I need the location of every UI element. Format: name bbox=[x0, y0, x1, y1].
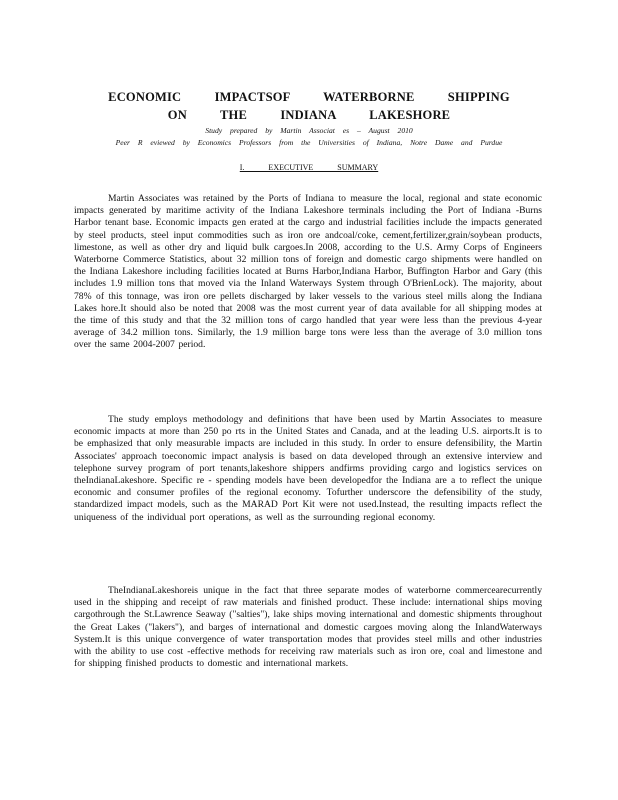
section-heading: I. EXECUTIVE SUMMARY bbox=[239, 163, 379, 172]
peer-review-line: Peer R eviewed by Economics Professors from the Universities of Indiana, Notre Dame and Purdue bbox=[115, 138, 503, 147]
body-paragraph-3: TheIndianaLakeshoreis unique in the fact that three separate modes of waterborne commercearecurrently used in the shipping and receipt of raw materials and finished product. These include: international ships moving cargothrough the St.Lawrence Seaway ("salties"), lake ships moving international and domestic shipments throughout the Great Lakes ("lakers"), and barges of international and domestic cargoes moving along the InlandWaterways System.It is this unique convergence of water transportation modes that provides steel mills and other industries with the ability to use cost -effective methods for receiving raw materials such as iron ore, coal and limestone and for shipping finished products to domestic and international markets. bbox=[74, 585, 542, 670]
study-credit-line: Study prepared by Martin Associat es – August 2010 bbox=[205, 126, 413, 135]
document-title-line-1: ECONOMIC IMPACTSOF WATERBORNE SHIPPING bbox=[108, 90, 510, 104]
body-paragraph-1: Martin Associates was retained by the Ports of Indiana to measure the local, regional and state economic impacts generated by maritime activity of the Indiana Lakeshore terminals including the Port of Indiana -Burns Harbor tenant base. Economic impacts gen erated at the cargo and industrial facilities include the impacts generated by steel products, steel input commodities such as iron ore andcoal/coke, cement,fertilizer,grain/soybean products, limestone, as well as other dry and liquid bulk cargoes.In 2008, according to the U.S. Army Corps of Engineers Waterborne Commerce Statistics, about 32 million tons of foreign and domestic cargo shipments were handled on the Indiana Lakeshore including facilities located at Burns Harbor,Indiana Harbor, Buffington Harbor and Gary (this includes 1.9 million tons that moved via the Inland Waterways System through O'BrienLock). The majority, about 78% of this tonnage, was iron ore pellets discharged by laker vessels to the various steel mills along the Indiana Lakes hore.It should also be noted that 2008 was the most current year of data available for all shipping modes at the time of this study and that the 32 million tons of cargo handled that year were less than the previous 4-year average of 34.2 million tons. Similarly, the 1.9 million barge tons were less than the average of 3.0 million tons over the same 2004-2007 period. bbox=[74, 193, 542, 351]
document-title-line-2: ON THE INDIANA LAKESHORE bbox=[167, 108, 451, 122]
body-paragraph-2: The study employs methodology and definitions that have been used by Martin Associates to measure economic impacts at more than 250 po rts in the United States and Canada, and at the leading U.S. airports.It is to be emphasized that only measurable impacts are included in this study. In order to ensure defensibility, the Martin Associates' approach toeconomic impact analysis is based on data developed through an extensive interview and telephone survey program of port tenants,lakeshore shippers andfirms providing cargo and logistics services on theIndianaLakeshore. Specific re - spending models have been developedfor the Indiana are a to reflect the unique economic and consumer profiles of the regional economy. Tofurther underscore the defensibility of the study, standardized impact models, such as the MARAD Port Kit were not used.Instead, the resulting impacts reflect the uniqueness of the individual port operations, as well as the surrounding regional economy. bbox=[74, 414, 542, 523]
